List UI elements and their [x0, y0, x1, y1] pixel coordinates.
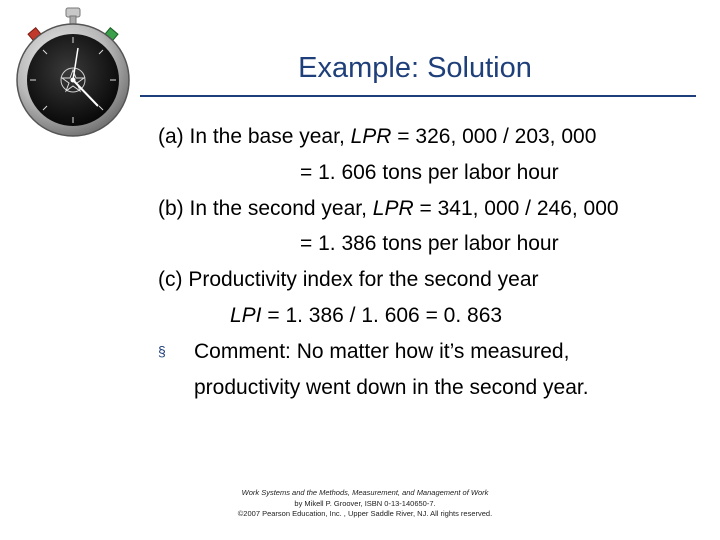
comment-line-2	[158, 370, 718, 406]
line-c: (c) Productivity index for the second year	[158, 268, 539, 292]
line-b-label: (b) In the second year,	[158, 196, 373, 220]
line-b	[158, 191, 718, 227]
line-a-label: (a) In the base year,	[158, 125, 351, 148]
footer-copyright: ©2007 Pearson Education, Inc. , Upper Saddle River, NJ. All rights reserved.	[237, 509, 493, 518]
line-a-result: = 1. 606 tons per labor hour	[300, 160, 559, 184]
footer-author: by Mikell P. Groover, ISBN 0-13-140650-7.	[294, 498, 436, 508]
line-c-result	[158, 298, 718, 334]
line-c-variable: LPI	[230, 303, 262, 327]
line-c-equation: = 1. 386 / 1. 606 = 0. 863	[261, 303, 503, 327]
line-b-result: = 1. 386 tons per labor hour	[300, 232, 559, 256]
line-b-equation: = 341, 000 / 246, 000	[413, 196, 619, 220]
title-divider	[140, 95, 696, 97]
bullet-icon: §	[158, 342, 166, 359]
comment-text-1: Comment: No matter how it’s measured,	[194, 339, 570, 363]
comment-text-2: productivity went down in the second year.	[194, 375, 589, 399]
comment-line-1	[158, 334, 718, 370]
line-b-variable: LPR	[372, 196, 414, 220]
line-a	[158, 119, 718, 155]
footer-book-title: Work Systems and the Methods, Measurement, and Management of Work	[241, 488, 489, 497]
line-a-equation: = 326, 000 / 203, 000	[391, 125, 597, 148]
line-a-variable: LPR	[350, 125, 392, 148]
solution-body	[158, 119, 718, 405]
page-title: Example: Solution	[298, 52, 532, 84]
stopwatch-icon	[16, 6, 136, 138]
footer-credit	[190, 488, 540, 520]
